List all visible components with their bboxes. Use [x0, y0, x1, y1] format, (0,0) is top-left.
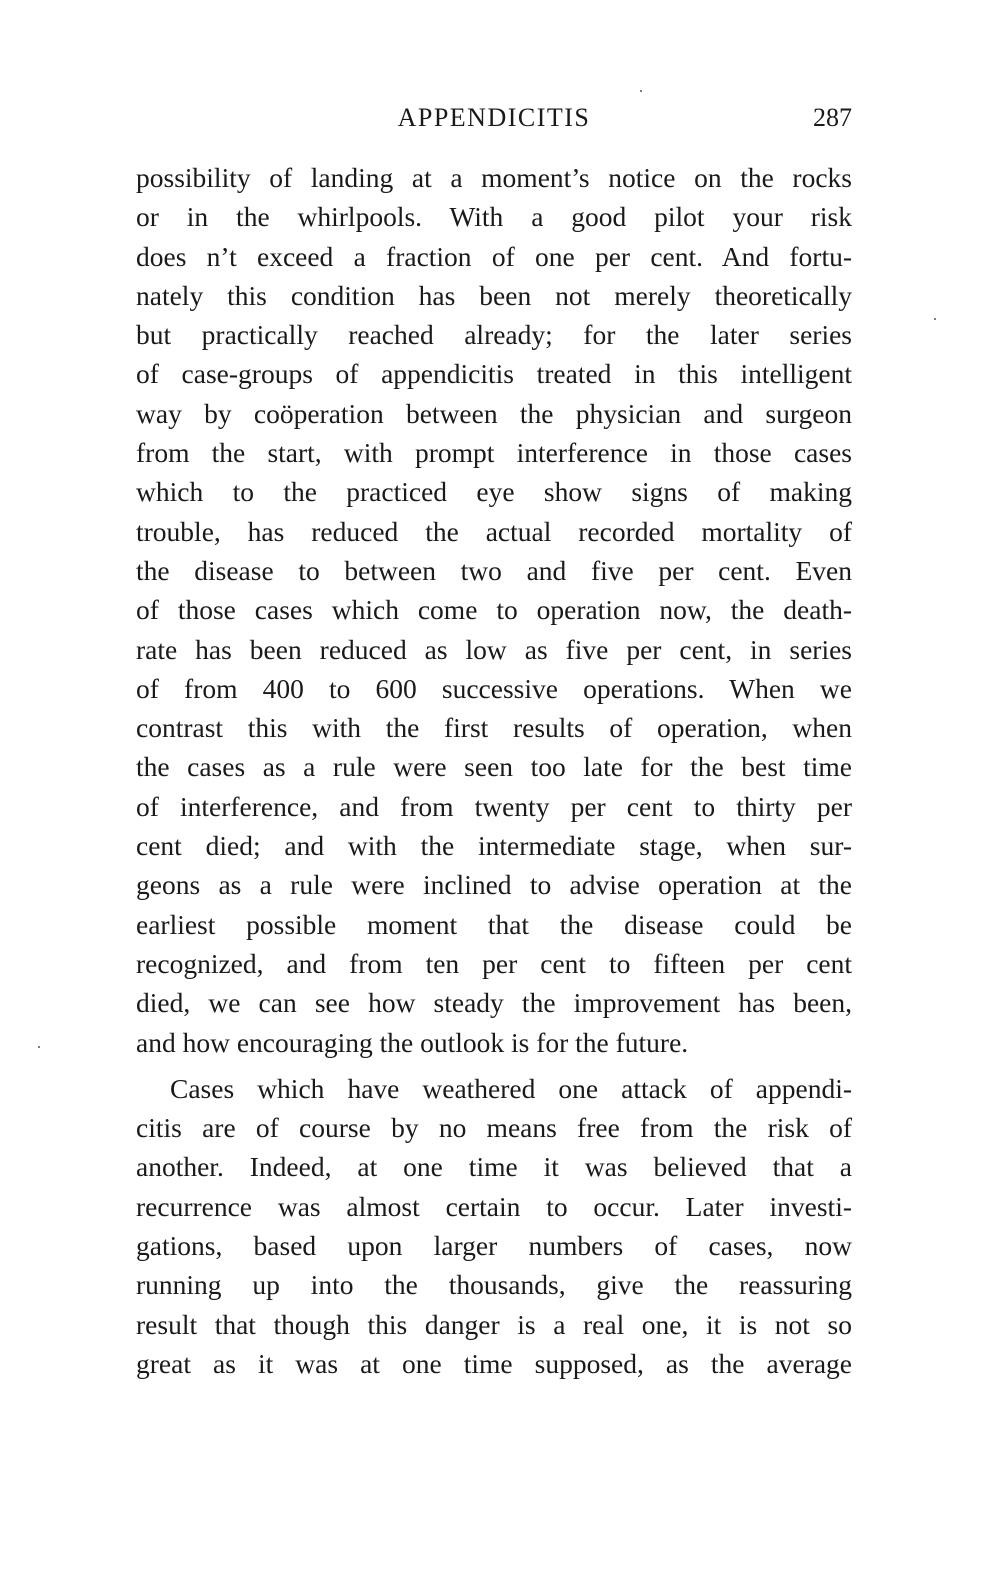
text-line: rate has been reduced as low as five per cent, in series	[136, 633, 852, 665]
page-number: 287	[813, 103, 852, 132]
running-title: APPENDICITIS	[397, 103, 591, 132]
running-head	[136, 100, 852, 140]
text-line: way by coöperation between the physician and surgeon	[136, 397, 852, 429]
text-line: died, we can see how steady the improvement has been,	[136, 987, 852, 1019]
paper-speck	[640, 90, 642, 92]
text-line: but practically reached already; for the later series	[136, 319, 852, 351]
paper-speck	[934, 318, 936, 320]
text-line: of case-groups of appendicitis treated in this intelligent	[136, 358, 852, 390]
text-line: contrast this with the first results of operation, when	[136, 712, 852, 744]
text-line: or in the whirlpools. With a good pilot your risk	[136, 201, 852, 233]
text-line: result that though this danger is a real one, it is not so	[136, 1308, 852, 1340]
text-line: cent died; and with the intermediate stage, when sur-	[136, 830, 852, 862]
text-line: nately this condition has been not merely theoretically	[136, 279, 852, 311]
text-line: Cases which have weathered one attack of appendi-	[170, 1072, 852, 1104]
text-line: citis are of course by no means free from the risk of	[136, 1112, 852, 1144]
text-line: and how encouraging the outlook is for the future.	[136, 1026, 689, 1058]
paragraph-1	[136, 158, 852, 1062]
text-line: does n’t exceed a fraction of one per cent. And fortu-	[136, 240, 852, 272]
text-line: trouble, has reduced the actual recorded mortality of	[136, 515, 852, 547]
text-line: of from 400 to 600 successive operations. When we	[136, 672, 852, 704]
body-text	[136, 158, 852, 1383]
text-line: the cases as a rule were seen too late for the best time	[136, 751, 852, 783]
text-line: running up into the thousands, give the reassuring	[136, 1269, 852, 1301]
text-line: geons as a rule were inclined to advise operation at the	[136, 869, 852, 901]
text-line: another. Indeed, at one time it was believed that a	[136, 1151, 852, 1183]
text-line: the disease to between two and five per cent. Even	[136, 554, 852, 586]
paragraph-gap	[136, 1062, 852, 1069]
text-line: recognized, and from ten per cent to fifteen per cent	[136, 947, 852, 979]
paper-speck	[38, 1046, 40, 1048]
text-line: possibility of landing at a moment’s notice on the rocks	[136, 162, 852, 193]
text-line: earliest possible moment that the disease could be	[136, 908, 852, 940]
text-line: of those cases which come to operation now, the death-	[136, 594, 852, 626]
text-line: which to the practiced eye show signs of making	[136, 476, 852, 508]
text-line: of interference, and from twenty per cent to thirty per	[136, 790, 852, 822]
text-line: from the start, with prompt interference in those cases	[136, 437, 852, 469]
paragraph-2	[136, 1069, 852, 1383]
text-line: gations, based upon larger numbers of cases, now	[136, 1230, 852, 1262]
text-line: recurrence was almost certain to occur. Later investi-	[136, 1190, 852, 1222]
text-line: great as it was at one time supposed, as the average	[136, 1347, 852, 1379]
